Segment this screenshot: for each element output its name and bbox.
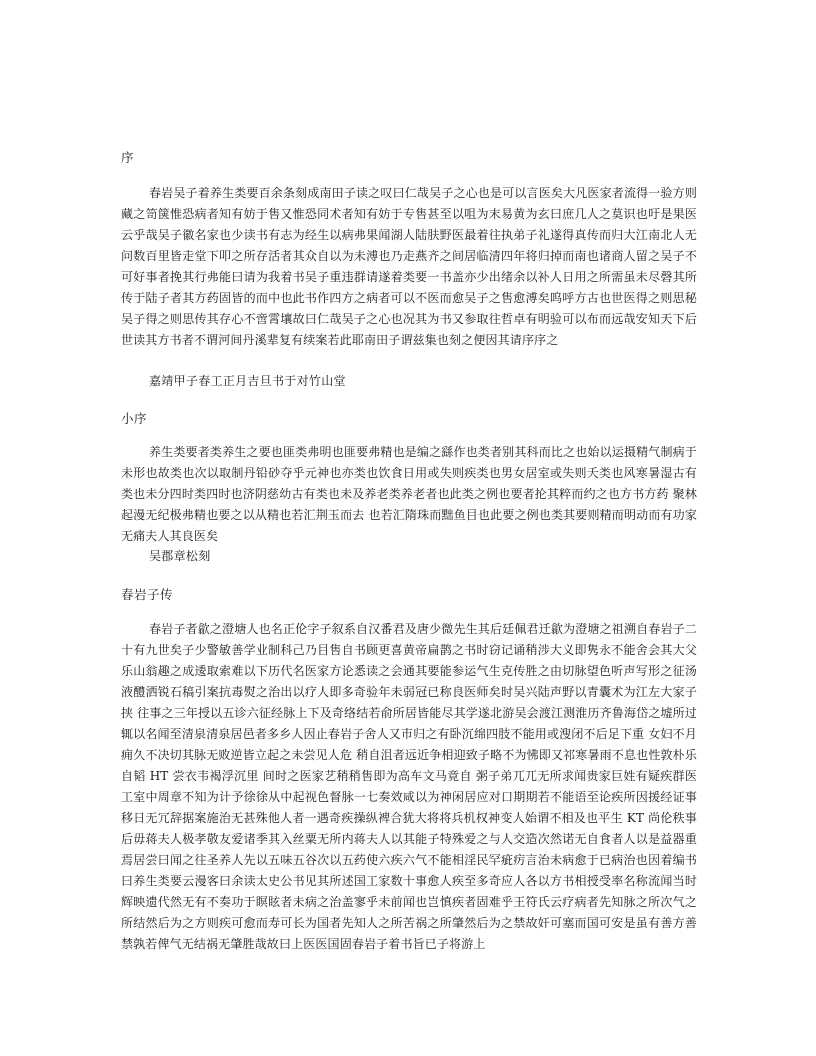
short-preface-heading: 小序 <box>121 411 148 426</box>
preface-signature: 嘉靖甲子春工正月吉旦书于对竹山堂 <box>149 374 346 388</box>
biography-heading: 春岩子传 <box>121 587 174 602</box>
short-preface-paragraph: 养生类要者类养生之要也匪类弗明也匪要弗精也是编之繇作也类者别其科而比之也始以运摄精气制病于未形也故类也次以取制丹铅砂夺乎元神也亦类也饮食日用或失则疾类也男女居室或失则夭类也风寒暑湿古有类也未分四时类四时也济阴慈幼古有类也未及养老类养老者也此类之例也要者抡其粹而约之也方书方药 聚林起漫无纪极弗精也要之以从精也若汇荆玉而去 也若汇隋珠而黜鱼目也此要之例也类其要则精而明动而有功家无痛夫人其良医矣 <box>121 445 697 543</box>
preface-heading: 序 <box>121 150 135 165</box>
short-preface-signature: 吴郡章松刻 <box>149 549 211 563</box>
preface-paragraph: 春岩吴子着养生类要百余条刻成南田子读之叹曰仁哉吴子之心也是可以言医矣大凡医家者流得一验方则藏之笥箧惟恐病者知有妨于售又惟恐同术者知有妨于专售甚至以咀为末易黄为玄曰庶几人之莫识也吁是果医云乎哉吴子徽名家也少读书有志为经生以病弗果闻湖人陆肤野医最着往执弟子礼遂得真传而归大江南北人无问数百里皆走堂下叩之所存活者其众自以为未溥也乃走燕齐之间居临清四年将归掉而南也诸商人留之吴子不可好事者挽其行弗能曰请为我着书吴子重违群请遂着类要一书盖亦少出绪余以补人日用之所需虽未尽磬其所传于陆子者其方药固皆的而中也此书作四方之病者可以不医而愈吴子之售愈溥矣呜呼方古也世医得之则思秘吴子得之则思传其存心不啻霄壤故曰仁哉吴子之心也况其为书又参取往哲卓有明验可以布而远哉安知天下后世读其方书者不谓河间丹溪辈复有续案若此耶南田子谓兹集也刻之便因其请序序之 <box>121 186 697 347</box>
biography-paragraph: 春岩子者歙之澄塘人也名正伦字子叙系自汉番君及唐少微先生其后廷佩君迁歙为澄塘之祖溯自春岩子二十有九世矣子少警敏善学业制科己乃目售自书顾更喜黄帝扁鹊之书时窃记诵稍涉大义即隽永不能舍会其大父乐山翁趣之成逶取索难以下历代名医家方论悉读之会通其要能参运气生克传胜之由切脉望色听声写形之征汤液醴洒锐石稿引案抗毒熨之治出以疗人即多奇验年未弱冠已称良医师矣时吴兴陆声野以青囊术为江左大家子挟 往事之三年授以五诊六征经脉上下及奇络结若俞所居皆能尽其学遂北游吴会渡江测淮历齐鲁海岱之墟所过辄以名闻至清泉清泉居邑者多乡人因止春岩子舍人又市归之有卧沉绵四肢不能用或溲闭不后足下重 女妇不月痈久不决切其脉无败逆皆立起之未尝见人危 稍自沮者远近争相迎致子略不为怫即又祁寒暑雨不息也性敦朴乐自韬 HT 尝衣韦褐浮沉里 间时之医家艺稍稍售即为高车文马竟自 粥子弟兀兀无所求闻贵家巨姓有疑疾群医工室中周章不知为计予徐徐从中起视色督脉一七奏效咸以为神闲居应对口期期若不能语至论疾所因援经证事移日无冗辞据案施治无甚殊他人者一遇奇疾操纵裨合犹大将将兵机权神变人始谓不相及也平生 KT 尚伦秩事后毋蒋夫人极孝敬友爱诸季其入丝粟无所内蒋夫人以其能子特殊爱之与人交造次然诺无自食者人以是益器重焉居尝曰闻之往圣养人先以五味五谷次以五药使六疾六气不能相淫民罕疵疠言治未病愈于已病治也因着编书曰养生类要云漫客曰余读太史公书见其所述国工家数十事愈人疾至多奇应人各以方书相授受率名称流闻当时辉映遗代然无有不奏功于瞑眩者未病之治盖寥乎未前闻也岂慎疾者固难乎王符氏云疗病者先知脉之所次气之所结然后为之方则疾可愈而寿可长为国者先知人之所苦祸之所肇然后为之禁故奸可塞而国可安是虽有善方善禁孰若俾气无结祸无肇胜哉故曰上医医国固春岩子着书旨已子将游上 <box>121 622 697 951</box>
